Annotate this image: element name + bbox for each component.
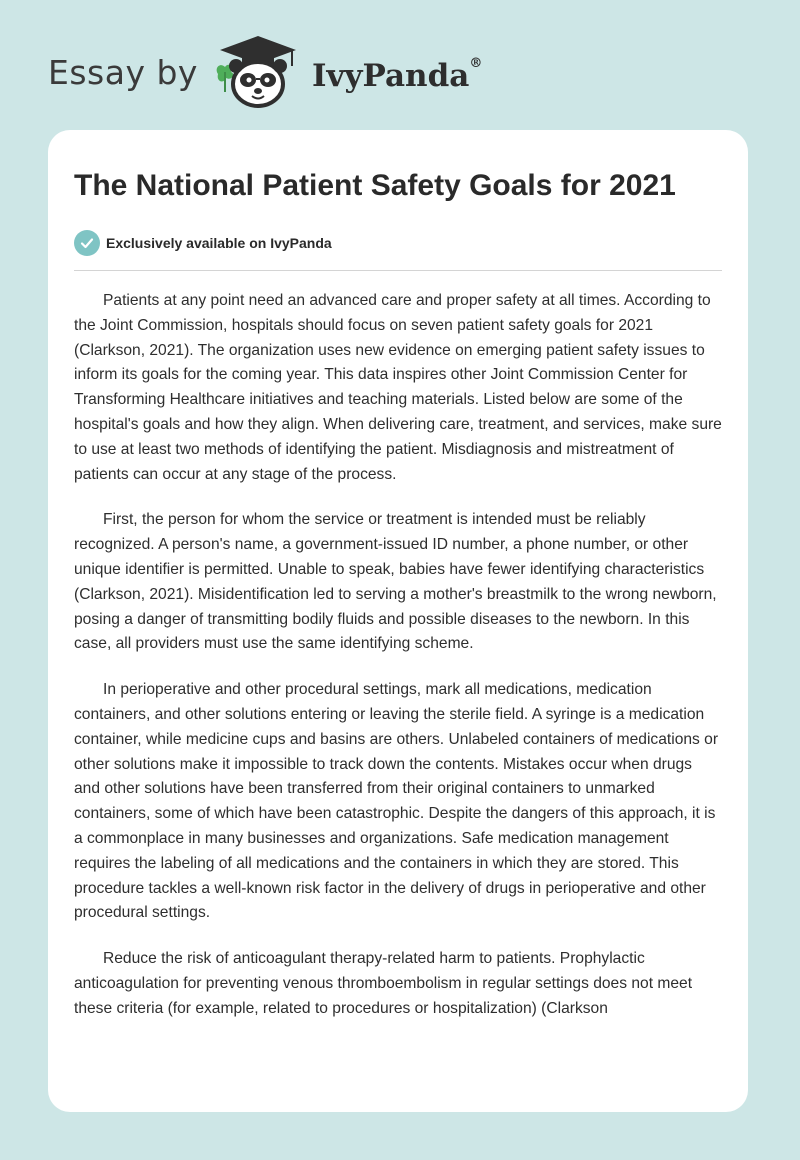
panda-graduate-icon[interactable] bbox=[212, 34, 304, 110]
checkmark-icon bbox=[80, 236, 94, 250]
essay-title: The National Patient Safety Goals for 2021 bbox=[74, 169, 676, 202]
paragraph-4: Reduce the risk of anticoagulant therapy-related harm to patients. Prophylactic anticoagulation for preventing venous thromboembolism in regular settings does not meet these criteria (for example, related to procedures or hospitalization) (Clarkson bbox=[74, 950, 693, 1017]
essay-card bbox=[48, 130, 748, 1112]
badge-text: Exclusively available on IvyPanda bbox=[106, 235, 332, 251]
registered-mark: ® bbox=[469, 56, 483, 71]
site-header bbox=[48, 34, 482, 110]
brand-name[interactable] bbox=[312, 58, 482, 94]
paragraph-2: First, the person for whom the service or treatment is intended must be reliably recognized. A person's name, a government-issued ID number, a phone number, or other unique identifier is permitted. Unable to speak, babies have fewer identifying characteristics (Clarkson, 2021). Misidentification led to serving a mother's breastmilk to the wrong newborn, posing a danger of transmitting bodily fluids and possible diseases to the newborn. In this case, all providers must use the same identifying scheme. bbox=[74, 511, 717, 653]
exclusive-badge bbox=[74, 228, 722, 258]
divider bbox=[74, 270, 722, 271]
paragraph-3: In perioperative and other procedural settings, mark all medications, medication containers, and other solutions entering or leaving the sterile field. A syringe is a medication container, while medicine cups and basins are others. Unlabeled containers of medications or other solutions make it impossible to track down the contents. Mistakes occur when drugs and other solutions have been transferred from their original containers to unmarked containers, some of which have been catastrophic. Despite the dangers of this approach, it is a commonplace in many businesses and organizations. Safe medication management requires the labeling of all medications and the containers in which they are stored. This procedure tackles a well-known risk factor in the delivery of drugs in perioperative and other procedural settings. bbox=[74, 681, 719, 922]
brand-name-text: IvyPanda bbox=[311, 58, 470, 94]
paragraph-1: Patients at any point need an advanced care and proper safety at all times. According to the Joint Commission, hospitals should focus on seven patient safety goals for 2021 (Clarkson, 2021). The organization uses new evidence on emerging patient safety issues to inform its goals for the coming year. This data inspires other Joint Commission Center for Transforming Healthcare initiatives and teaching materials. Listed below are some of the hospital's goals and how they align. When delivering care, treatment, and services, make sure to use at least two methods of identifying the patient. Misdiagnosis and mistreatment of patients can occur at any stage of the process. bbox=[74, 292, 722, 483]
essay-by-label: Essay by bbox=[48, 52, 198, 92]
check-circle-icon bbox=[74, 230, 100, 256]
